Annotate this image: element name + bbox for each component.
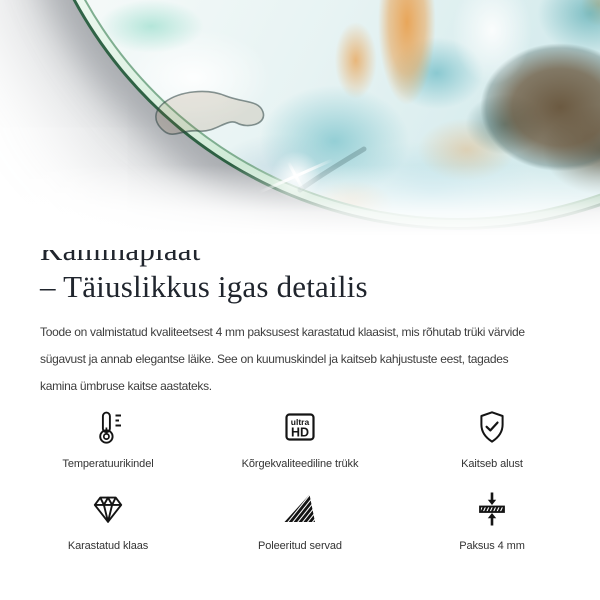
feature-tempered-glass xyxy=(12,487,204,553)
photo-fade xyxy=(0,165,600,250)
diamond-icon xyxy=(88,487,128,531)
shield-check-icon xyxy=(472,405,512,449)
ultra-hd-icon xyxy=(280,405,320,449)
feature-polished-edges xyxy=(204,487,396,553)
feature-label: Temperatuurikindel xyxy=(62,458,154,470)
feature-protects-base xyxy=(396,405,588,471)
thickness-icon xyxy=(472,487,512,531)
feature-thickness xyxy=(396,487,588,553)
product-description xyxy=(40,319,560,400)
product-photo xyxy=(0,0,600,250)
polished-edges-icon xyxy=(280,487,320,531)
description-line: kamina ümbruse kaitse aastateks. xyxy=(40,379,212,393)
feature-label: Kaitseb alust xyxy=(461,458,523,470)
page-title-line2: – Täiuslikkus igas detailis xyxy=(40,269,368,304)
feature-label: Poleeritud servad xyxy=(258,540,342,552)
feature-label: Paksus 4 mm xyxy=(459,540,525,552)
features-grid xyxy=(0,405,600,553)
feature-temperature xyxy=(12,405,204,471)
thermometer-icon xyxy=(88,405,128,449)
feature-label: Karastatud klaas xyxy=(67,540,149,552)
description-line: Toode on valmistatud kvaliteetsest 4 mm paksusest karastatud klaasist, mis rõhutab trüki värvide xyxy=(40,325,525,339)
ultra-text: ultra xyxy=(290,417,310,427)
hd-text: HD xyxy=(290,425,310,440)
description-line: sügavust ja annab elegantse läike. See on kuumuskindel ja kaitseb kahjustuste eest, tagades xyxy=(40,352,509,366)
feature-label: Kõrgekvaliteediline trükk xyxy=(241,458,359,470)
feature-print-quality xyxy=(204,405,396,471)
